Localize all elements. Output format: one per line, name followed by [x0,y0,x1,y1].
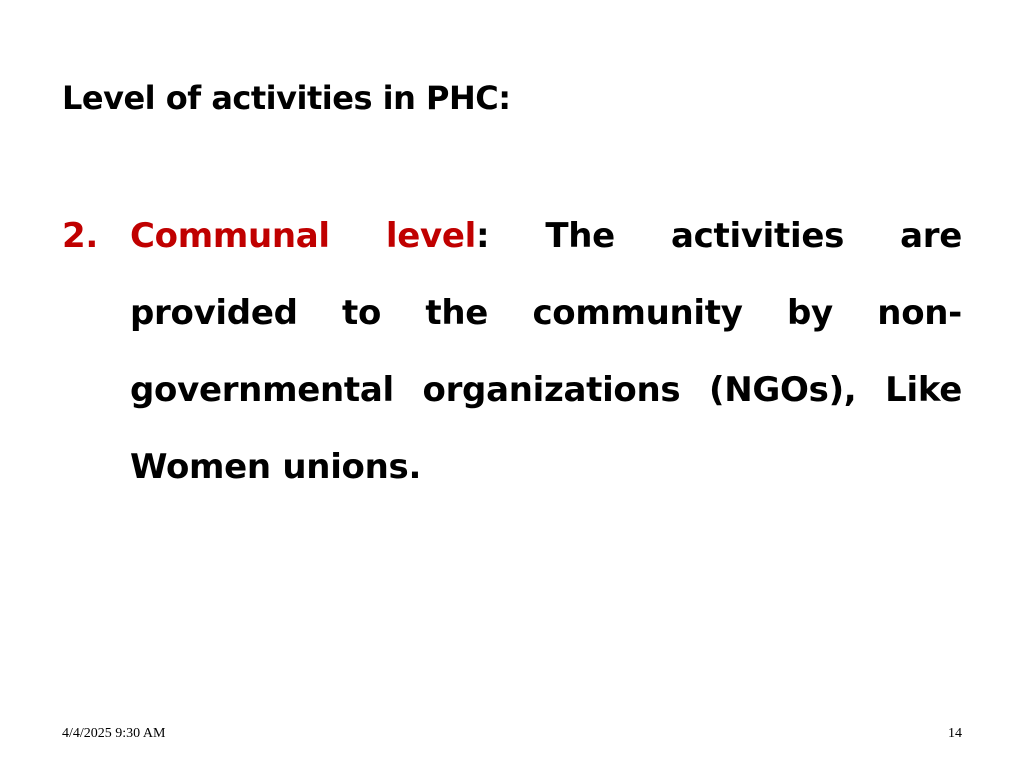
slide-title: Level of activities in PHC: [62,79,511,117]
list-item-body [130,198,962,506]
list-item-description: The activities are provided to the community by non-governmental organizations (NGOs), Like Women unions. [130,216,962,487]
footer-datetime: 4/4/2025 9:30 AM [62,726,166,741]
list-item-term: Communal level [130,216,476,256]
list-item-separator: : [475,216,490,256]
list-item-number: 2. [62,216,98,256]
page-number: 14 [948,726,962,741]
